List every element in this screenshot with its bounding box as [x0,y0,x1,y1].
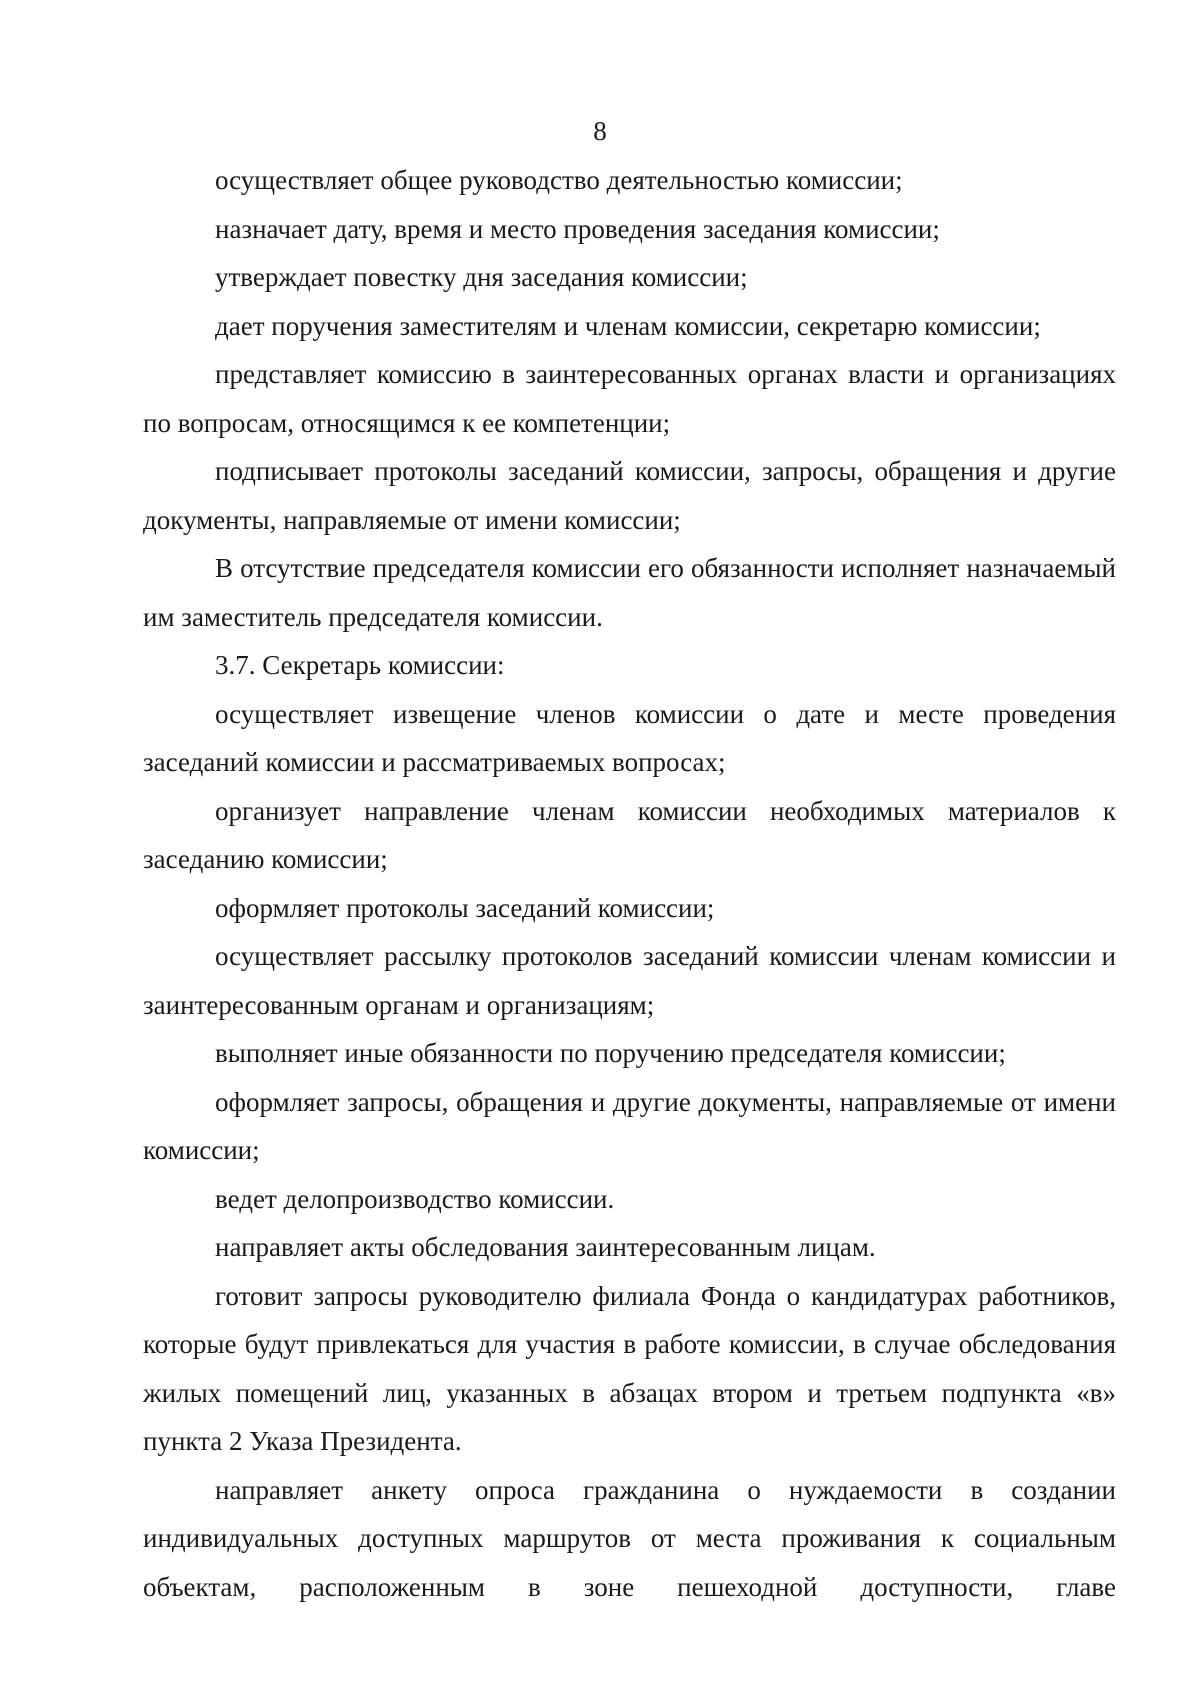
page-number: 8 [593,116,607,146]
paragraph: оформляет протоколы заседаний комиссии; [215,892,715,923]
paragraph: представляет комиссию в заинтересованных органах власти и организациях по вопросам, относящимся к ее компетенции; [143,359,1116,438]
paragraph: В отсутствие председателя комиссии его обязанности исполняет назначаемый им заместитель председателя комиссии. [143,553,1116,632]
paragraph: осуществляет извещение членов комиссии о дате и месте проведения заседаний комиссии и рассматриваемых вопросах; [143,698,1116,777]
paragraph-continued: направляет анкету опроса гражданина о нуждаемости в создании индивидуальных доступных маршрутов от места проживания к социальным объектам, расположенным в зоне пешеходной доступности, главе [143,1474,1116,1602]
paragraph: осуществляет рассылку протоколов заседаний комиссии членам комиссии и заинтересованным органам и организациям; [143,941,1116,1020]
section-heading: 3.7. Секретарь комиссии: [215,650,505,680]
paragraph: готовит запросы руководителю филиала Фонда о кандидатурах работников, которые будут привлекаться для участия в работе комиссии, в случае обследования жилых помещений лиц, указанных в абзацах втором и третьем подпункта «в» пункта 2 Указа Президента. [143,1280,1116,1456]
paragraph: утверждает повестку дня заседания комиссии; [215,262,748,292]
paragraph: организует направление членам комиссии необходимых материалов к заседанию комиссии; [143,795,1116,874]
paragraph: направляет акты обследования заинтересованным лицам. [215,1232,876,1262]
paragraph: оформляет запросы, обращения и другие документы, направляемые от имени комиссии; [143,1086,1116,1165]
paragraph: подписывает протоколы заседаний комиссии, запросы, обращения и другие документы, направляемые от имени комиссии; [143,456,1116,535]
document-body [143,156,1116,1611]
paragraph: осуществляет общее руководство деятельностью комиссии; [215,165,903,195]
paragraph: ведет делопроизводство комиссии. [215,1183,615,1214]
paragraph: дает поручения заместителям и членам комиссии, секретарю комиссии; [215,310,1041,341]
paragraph: назначает дату, время и место проведения заседания комиссии; [215,213,940,244]
paragraph: выполняет иные обязанности по поручению председателя комиссии; [215,1038,1006,1068]
